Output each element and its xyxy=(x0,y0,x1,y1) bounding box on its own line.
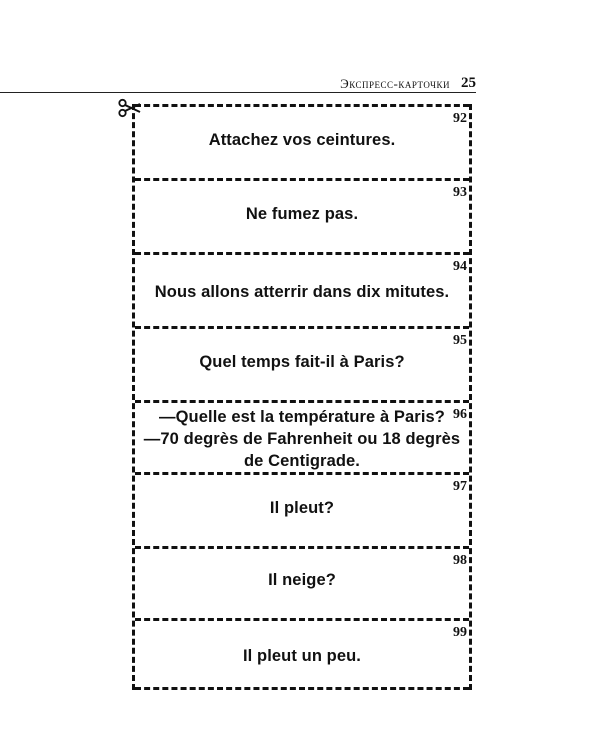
card-number: 98 xyxy=(453,553,467,568)
card-line: —Quelle est la température à Paris? xyxy=(159,408,445,426)
card-text xyxy=(135,569,469,591)
flashcard-sheet xyxy=(132,104,472,690)
card-text xyxy=(135,281,469,303)
running-head xyxy=(0,76,476,93)
card-line: Quel temps fait-il à Paris? xyxy=(199,353,405,371)
page-number: 25 xyxy=(461,75,476,91)
card-line: Il pleut? xyxy=(269,499,335,517)
flashcard xyxy=(135,104,469,178)
running-head-title: Экспресс-карточки xyxy=(340,76,450,91)
flashcard xyxy=(135,252,469,326)
card-line: Ne fumez pas. xyxy=(245,205,359,223)
card-number: 99 xyxy=(453,625,467,640)
flashcard xyxy=(135,618,469,690)
card-text xyxy=(135,203,469,225)
card-line: —70 degrès de Fahrenheit ou 18 degrès xyxy=(143,430,461,448)
card-number: 97 xyxy=(453,479,467,494)
card-text xyxy=(135,129,469,151)
flashcard xyxy=(135,178,469,252)
flashcard xyxy=(135,546,469,618)
flashcard xyxy=(135,400,469,472)
card-text xyxy=(135,351,469,373)
card-number: 92 xyxy=(453,111,467,126)
card-line: Il neige? xyxy=(268,571,336,589)
flashcard xyxy=(135,472,469,546)
card-number: 93 xyxy=(453,185,467,200)
card-line: Il pleut un peu. xyxy=(242,647,361,665)
card-text xyxy=(135,497,469,519)
card-number: 95 xyxy=(453,333,467,348)
card-line: Attachez vos ceintures. xyxy=(208,131,396,149)
card-line: de Centigrade. xyxy=(243,452,360,470)
flashcard xyxy=(135,326,469,400)
card-line: Nous allons atterrir dans dix mitutes. xyxy=(154,283,450,301)
card-number: 94 xyxy=(453,259,467,274)
card-text xyxy=(135,645,469,667)
card-text xyxy=(135,406,469,472)
card-number: 96 xyxy=(453,407,467,422)
